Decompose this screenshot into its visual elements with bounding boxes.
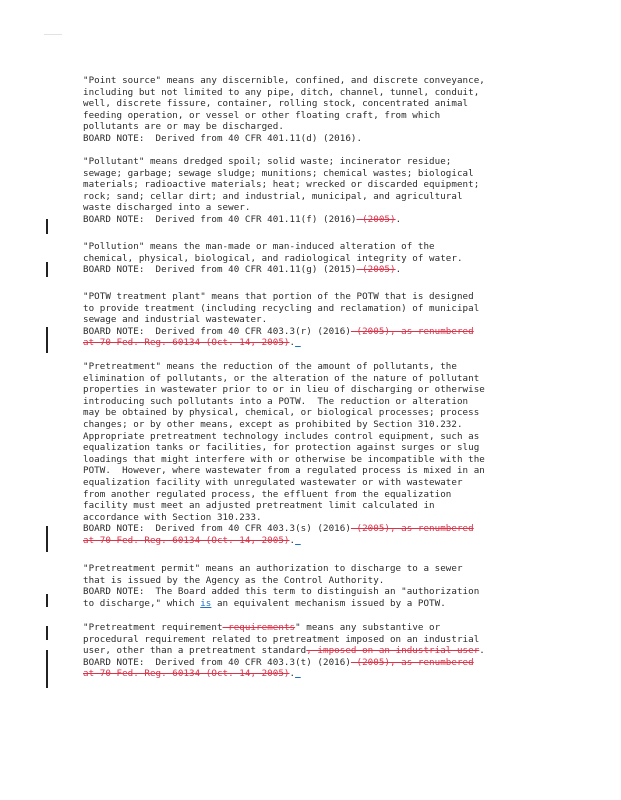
text-line <box>83 110 553 122</box>
text-segment: BOARD NOTE: The Board added this term to distinguish an "authorization <box>83 586 480 598</box>
text-line <box>83 168 553 180</box>
text-segment: POTW. However, where wastewater from a regulated process is mixed in an <box>83 465 485 477</box>
text-segment: . <box>289 668 296 680</box>
text-segment: " means any substantive or <box>295 622 441 633</box>
text-segment: facility must meet an adjusted pretreatment limit calculated in <box>83 500 435 512</box>
text-line <box>83 634 553 646</box>
text-segment: BOARD NOTE: Derived from 40 CFR 403.3(r) (2016) <box>83 325 351 337</box>
text-segment: well, discrete fissure, container, rolling stock, concentrated animal <box>83 98 469 110</box>
revision-bar <box>46 262 48 277</box>
text-segment: changes; or by other means, except as prohibited by Section 310.232. <box>83 418 463 430</box>
deleted-text: , imposed on an industrial user <box>306 645 480 657</box>
text-line <box>83 179 553 191</box>
text-segment: sewage; garbage; sewage sludge; munitions; chemical wastes; biological <box>83 167 474 179</box>
text-line <box>83 500 553 512</box>
text-line <box>83 454 553 466</box>
text-segment: an equivalent mechanism issued by a POTW. <box>211 597 446 609</box>
text-segment: loadings that might interfere with or otherwise be incompatible with the <box>83 453 485 465</box>
text-line <box>83 668 553 680</box>
definition-point-source <box>83 75 553 145</box>
inserted-text: _ <box>295 337 301 349</box>
revision-bar <box>46 327 48 353</box>
text-segment: chemical, physical, biological, and radiological integrity of water. <box>83 252 463 264</box>
text-line <box>83 75 553 87</box>
deleted-text: (2005), as renumbered <box>350 523 474 535</box>
definition-pollutant <box>83 156 553 226</box>
text-line <box>83 87 553 99</box>
revision-bar <box>46 626 48 640</box>
text-line <box>83 133 553 145</box>
inserted-text: _ <box>295 668 301 680</box>
text-segment: accordance with Section 310.233. <box>83 511 262 523</box>
text-line <box>83 264 553 276</box>
text-segment: . <box>395 213 402 225</box>
text-segment: properties in wastewater prior to or in lieu of discharging or otherwise <box>83 384 485 396</box>
text-segment: elimination of pollutants, or the alteration of the nature of pollutant <box>83 372 480 384</box>
text-line <box>83 477 553 489</box>
text-line <box>83 622 553 634</box>
text-segment: "Pollution" means the man-made or man-induced alteration of the <box>83 241 435 252</box>
text-line <box>83 241 553 253</box>
text-segment: BOARD NOTE: Derived from 40 CFR 401.11(d) (2016). <box>83 132 363 144</box>
revision-bar <box>46 650 48 688</box>
revision-bar <box>46 594 48 607</box>
text-segment: "Pretreatment" means the reduction of the amount of pollutants, the <box>83 361 457 372</box>
text-segment: waste discharged into a sewer. <box>83 202 251 214</box>
text-line <box>83 326 553 338</box>
text-line <box>83 419 553 431</box>
text-line <box>83 465 553 477</box>
text-line <box>83 253 553 265</box>
text-segment: from another regulated process, the effluent from the equalization <box>83 488 452 500</box>
text-segment: "POTW treatment plant" means that portion of the POTW that is designed <box>83 291 474 302</box>
text-line <box>83 512 553 524</box>
text-segment: user, other than a pretreatment standard <box>83 645 307 657</box>
text-segment: introducing such pollutants into a POTW. The reduction or alteration <box>83 395 469 407</box>
text-segment: equalization tanks or facilities, for protection against surges or slug <box>83 442 480 454</box>
text-segment: . <box>395 264 402 276</box>
text-line <box>83 361 553 373</box>
inserted-text: is <box>200 597 212 609</box>
revision-bar <box>46 219 48 234</box>
deleted-text: at 70 Fed. Reg. 60134 (Oct. 14, 2005) <box>83 534 290 546</box>
definition-potw-treatment-plant <box>83 291 553 349</box>
text-line <box>83 563 553 575</box>
deleted-text: (2005), as renumbered <box>350 325 474 337</box>
text-line <box>83 384 553 396</box>
text-line <box>83 657 553 669</box>
deleted-text: (2005) <box>356 213 396 225</box>
definition-pretreatment-permit <box>83 563 553 609</box>
text-segment: to discharge," which <box>83 597 201 609</box>
text-segment: equalization facility with unregulated wastewater or with wastewater <box>83 476 463 488</box>
text-segment: feeding operation, or vessel or other floating craft, from which <box>83 109 441 121</box>
text-line <box>83 396 553 408</box>
text-line <box>83 98 553 110</box>
text-line <box>83 314 553 326</box>
text-segment: that is issued by the Agency as the Control Authority. <box>83 574 385 586</box>
text-segment: "Pretreatment permit" means an authorization to discharge to a sewer <box>83 563 463 574</box>
text-segment: BOARD NOTE: Derived from 40 CFR 401.11(f) (2016) <box>83 213 357 225</box>
text-line <box>83 598 553 610</box>
text-line <box>83 303 553 315</box>
text-segment: BOARD NOTE: Derived from 40 CFR 403.3(s) (2016) <box>83 523 351 535</box>
text-line <box>83 373 553 385</box>
deleted-text: (2005) <box>356 264 396 276</box>
deleted-text: at 70 Fed. Reg. 60134 (Oct. 14, 2005) <box>83 337 290 349</box>
text-line <box>83 586 553 598</box>
deleted-text: at 70 Fed. Reg. 60134 (Oct. 14, 2005) <box>83 668 290 680</box>
text-segment: BOARD NOTE: Derived from 40 CFR 403.3(t) (2016) <box>83 656 351 668</box>
text-segment: Appropriate pretreatment technology includes control equipment, such as <box>83 430 480 442</box>
text-line <box>83 291 553 303</box>
text-line <box>83 575 553 587</box>
definition-pretreatment-requirement <box>83 622 553 680</box>
text-line <box>83 431 553 443</box>
text-segment: BOARD NOTE: Derived from 40 CFR 401.11(g) (2015) <box>83 264 357 276</box>
inserted-text: _ <box>295 534 301 546</box>
text-line <box>83 156 553 168</box>
text-segment: rock; sand; cellar dirt; and industrial, municipal, and agricultural <box>83 190 463 202</box>
text-segment: to provide treatment (including recycling and reclamation) of municipal <box>83 302 480 314</box>
text-line <box>83 645 553 657</box>
text-line <box>83 535 553 547</box>
text-segment: "Pollutant" means dredged spoil; solid waste; incinerator residue; <box>83 156 452 167</box>
text-segment: "Point source" means any discernible, confined, and discrete conveyance, <box>83 75 485 86</box>
definition-pretreatment <box>83 361 553 547</box>
text-segment: . <box>289 534 296 546</box>
text-line <box>83 523 553 535</box>
text-segment: sewage and industrial wastewater. <box>83 314 268 326</box>
deleted-text: requirements <box>222 622 296 633</box>
page-corner-mark <box>44 34 62 35</box>
deleted-text: (2005), as renumbered <box>350 656 474 668</box>
text-segment: . <box>479 645 485 657</box>
text-segment: procedural requirement related to pretreatment imposed on an industrial <box>83 633 480 645</box>
text-segment: may be obtained by physical, chemical, or biological processes; process <box>83 407 480 419</box>
text-line <box>83 121 553 133</box>
text-segment: . <box>289 337 296 349</box>
text-line <box>83 214 553 226</box>
text-line <box>83 191 553 203</box>
text-line <box>83 407 553 419</box>
revision-bar <box>46 526 48 552</box>
text-segment: pollutants are or may be discharged. <box>83 121 284 133</box>
text-line <box>83 442 553 454</box>
text-line <box>83 202 553 214</box>
text-line <box>83 337 553 349</box>
definition-pollution <box>83 241 553 276</box>
text-segment: "Pretreatment requirement <box>83 622 223 633</box>
text-segment: including but not limited to any pipe, ditch, channel, tunnel, conduit, <box>83 86 480 98</box>
text-segment: materials; radioactive materials; heat; wrecked or discarded equipment; <box>83 179 480 191</box>
text-line <box>83 489 553 501</box>
